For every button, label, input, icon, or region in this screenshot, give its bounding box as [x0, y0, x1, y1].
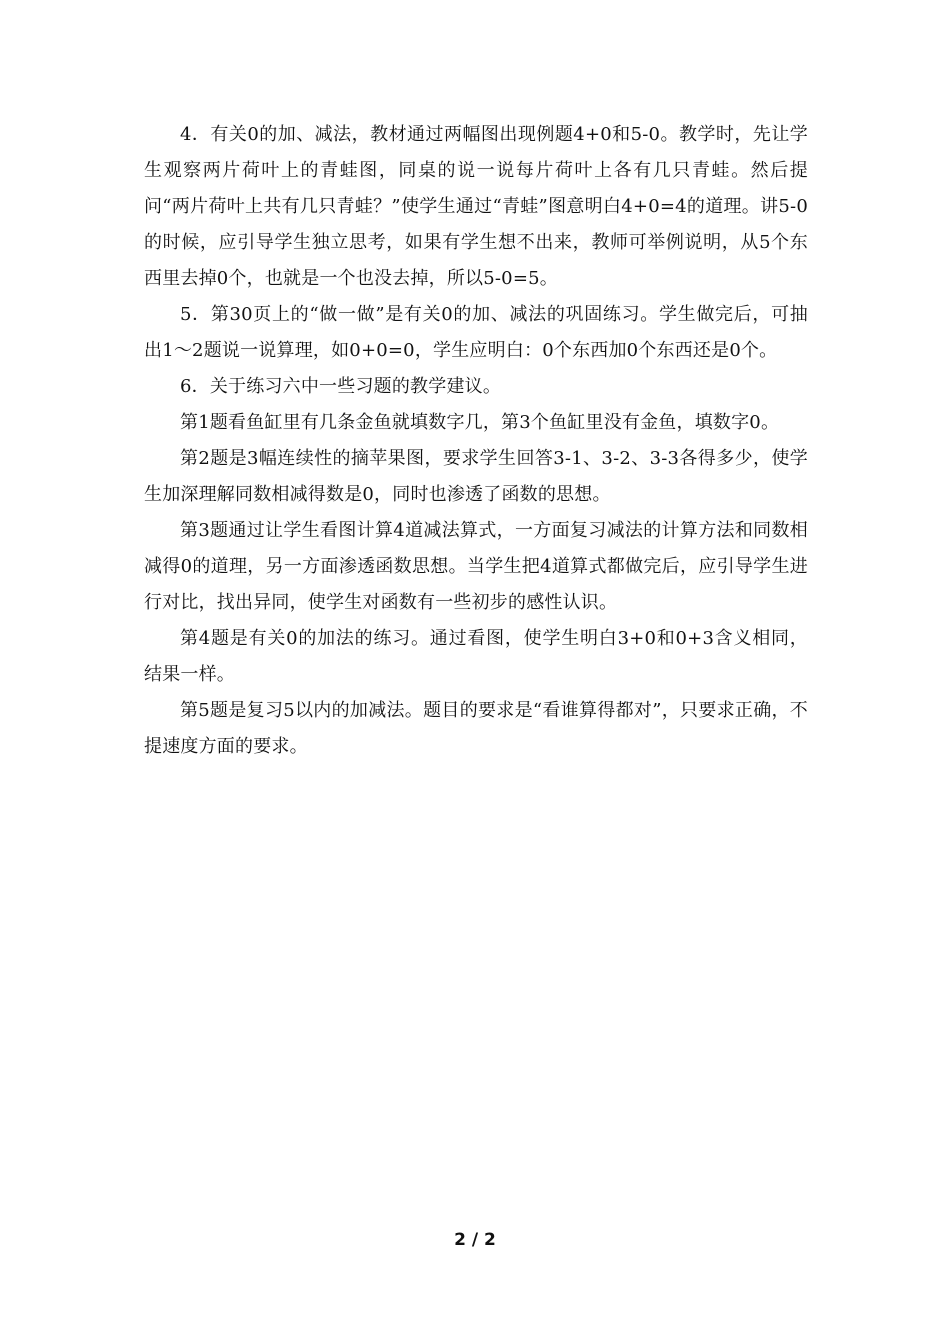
document-body — [144, 117, 808, 765]
exercise-note-2: 第2题是3幅连续性的摘苹果图，要求学生回答3-1、3-2、3-3各得多少，使学生加深理解同数相减得数是0，同时也渗透了函数的思想。 — [144, 448, 808, 505]
page-number: 2 / 2 — [454, 1230, 496, 1250]
exercise-note-4: 第4题是有关0的加法的练习。通过看图，使学生明白3+0和0+3含义相同，结果一样。 — [144, 628, 808, 685]
exercise-note-1: 第1题看鱼缸里有几条金鱼就填数字几，第3个鱼缸里没有金鱼，填数字0。 — [180, 412, 780, 433]
exercise-note-3: 第3题通过让学生看图计算4道减法算式，一方面复习减法的计算方法和同数相减得0的道理，另一方面渗透函数思想。当学生把4道算式都做完后，应引导学生进行对比，找出异同，使学生对函数有一些初步的感性认识。 — [144, 520, 808, 613]
exercise-note-5: 第5题是复习5以内的加减法。题目的要求是“看谁算得都对”，只要求正确，不提速度方面的要求。 — [144, 700, 808, 757]
paragraph-item-4: 4．有关0的加、减法，教材通过两幅图出现例题4+0和5-0。教学时，先让学生观察两片荷叶上的青蛙图，同桌的说一说每片荷叶上各有几只青蛙。然后提问“两片荷叶上共有几只青蛙？”使学生通过“青蛙”图意明白4+0=4的道理。讲5-0的时候，应引导学生独立思考，如果有学生想不出来，教师可举例说明，从5个东西里去掉0个，也就是一个也没去掉，所以5-0=5。 — [144, 124, 808, 289]
paragraph-item-5: 5．第30页上的“做一做”是有关0的加、减法的巩固练习。学生做完后，可抽出1～2题说一说算理，如0+0=0，学生应明白：0个东西加0个东西还是0个。 — [144, 304, 808, 361]
paragraph-item-6: 6．关于练习六中一些习题的教学建议。 — [180, 376, 502, 397]
